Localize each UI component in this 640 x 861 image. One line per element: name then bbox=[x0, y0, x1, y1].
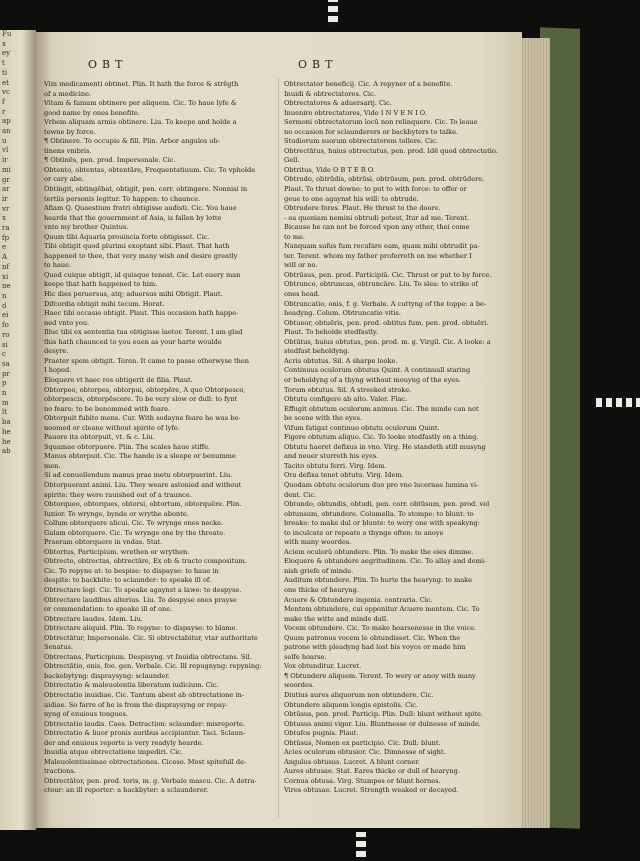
entry-line: Vitam & famam obtinere per aliquem. Cic. To haue lyfe & bbox=[44, 99, 237, 108]
entry-line: Nanquam sufus fum recufare eam, quam mihi obtrudit pa- bbox=[284, 242, 480, 251]
entry-line: Hic dies peruersus, atq; aduersus mihi Obtigit. Plaut. bbox=[44, 290, 223, 299]
entry-line: Vim medicamenti obtinet. Plin. It hath the force & strēgth bbox=[44, 80, 239, 88]
entry-line: Obtrectare aliquid. Plin. To repyne: to dispayse: to blame. bbox=[44, 624, 238, 633]
entry-line: Vox obtunditur. Lucret. bbox=[284, 662, 362, 671]
entry-line: Gulam obtorquere. Cic. To wrynge one by the throate. bbox=[44, 528, 226, 537]
entry-line: Ora defixa tenet obtutu. Virg. Idem. bbox=[284, 471, 404, 480]
entry-line: Obtūsus, Nomen ex participio. Cic. Dull: blunt. bbox=[284, 738, 441, 747]
entry-line: ¶ Obtundere aliquem. Terent. To wery or anoy with many bbox=[284, 671, 476, 680]
entry-line: Afiam Q. Quaestium fratri obtigisse audisti. Cic. You haue bbox=[44, 204, 237, 213]
entry-line: Praeram obtorquere in vndas. Stat. bbox=[44, 538, 163, 547]
entry-line: Obtutu haeret defixus in vno. Virg. He standeth still musyng bbox=[284, 442, 486, 451]
entry-line: Praeter spem obtigit. Teren. It came to passe otherwyse then bbox=[44, 356, 250, 365]
entry-line: Tibi obtigit quod plurimi exoptant sibi. Plaut. That hath bbox=[44, 242, 230, 251]
entry-line: Senatus. bbox=[44, 643, 73, 652]
entry-line: Obtrectare legi. Cic. To speake agaynst a lawe: to despyse. bbox=[44, 585, 242, 594]
entry-line: Tacito obtutu ferri. Virg. Idem. bbox=[284, 461, 387, 470]
entry-line: Maleuolentissimae obtrectationes. Ciceso. Most spitefull de- bbox=[44, 757, 247, 766]
entry-line: backebytyng: dispraysyng: sclaunder. bbox=[44, 671, 170, 680]
left-page-line: c bbox=[2, 350, 6, 359]
entry-line: Obtorpeo, obtorpes, obtorpui, obtorpēre, A quo Obtorpesco, bbox=[44, 385, 246, 394]
left-page-line: fp bbox=[2, 233, 10, 242]
entry-line: towne by force. bbox=[44, 127, 96, 136]
entry-line: Obtrectans, Participium. Despisyng. vt Inuidia obtrectans. Sil. bbox=[44, 652, 252, 661]
entry-line: Vires obtusae. Lucret. Strength weaked or decayed. bbox=[284, 786, 459, 795]
entry-line: Obtrecto, obtrectas, obtrectāre, Ex ob & tracto compositum. bbox=[44, 557, 247, 566]
left-page-line: x bbox=[2, 39, 6, 48]
left-page-line: vr bbox=[2, 204, 10, 213]
entry-line: Difcordia obtigit mihi tecum. Horat. bbox=[44, 299, 165, 308]
entry-line: Vifum fatigat continuo obtutu oculorum Quint. bbox=[284, 423, 440, 432]
entry-line: hearde that the gouernment of Asia, is fallen by lotte bbox=[44, 213, 222, 222]
ruler-top bbox=[328, 0, 338, 26]
left-page-line: an bbox=[2, 127, 11, 136]
left-page-line: n bbox=[2, 389, 7, 398]
entry-line: Obtrudo, obtrūdis, obtrūsi, obtrūsum, pen. prod. obtrūdere. bbox=[284, 175, 485, 184]
entry-line: Gell. bbox=[284, 156, 300, 165]
left-page-line: he bbox=[2, 437, 11, 446]
entry-line: Inuidi & obtrectatores. Cic. bbox=[284, 89, 376, 98]
entry-line: to inculcate or repeate a thynge often: to anoye bbox=[284, 528, 444, 537]
left-page-line: ro bbox=[2, 330, 10, 339]
entry-line: despite: to backbite: to sclaunder: to speake ill of. bbox=[44, 576, 212, 585]
entry-line: Obtusus animi vigor. Liu. Bluntnesse or dulnesse of minde. bbox=[284, 719, 482, 728]
entry-line: Obtufos pugnis. Plaut. bbox=[284, 729, 359, 738]
left-page-line: d bbox=[2, 301, 7, 310]
left-page-line: fo bbox=[2, 321, 9, 330]
entry-line: breake: to make dul or blunte: to wery one with speakyng: bbox=[284, 519, 480, 528]
left-page-line: ti bbox=[2, 68, 8, 77]
entry-line: Obtūtus, huius obtutus, pen. prod. m. g. Virgil. Cic. A looke: a bbox=[284, 337, 491, 346]
entry-line: Obtorpuerant animi. Liu. They weare astonied and without bbox=[44, 480, 242, 489]
left-page-line: u bbox=[2, 136, 7, 145]
entry-line: Angulus obtusus. Lucret. A blunt corner. bbox=[284, 757, 420, 766]
left-page-line: ir bbox=[2, 156, 8, 165]
entry-line: ¶ Obtinere. To occupie & fill. Plin. Arbor angulos ob- bbox=[44, 137, 220, 146]
entry-line: Pauore ita obtorpuit, vt. & c. Liu. bbox=[44, 433, 155, 442]
left-page-line: ey bbox=[2, 49, 11, 58]
entry-line: nyng of enuious tongues. bbox=[44, 710, 128, 719]
entry-line: Squamae obtorpuere. Plin. The scales haue stiffe. bbox=[44, 442, 211, 451]
left-page-line: m bbox=[2, 398, 9, 407]
entry-line: Obtundere aliquem longis epistolis. Cic. bbox=[284, 700, 419, 709]
entry-line: Obtrectator beneficij. Cic. A repyner of a benefite. bbox=[284, 80, 453, 88]
entry-line: Illuc tibi ex sententia tua obtigisse laetor. Terent. I am glad bbox=[44, 328, 243, 337]
entry-line: obtorpescis, obtorpēscere. To be very slow or dull: to fynt bbox=[44, 395, 238, 404]
left-page-line: A bbox=[2, 253, 8, 262]
entry-line: Manus obtorpuit. Cic. The hande is a sleape or benumme bbox=[44, 452, 236, 461]
left-page-line: gr bbox=[2, 175, 10, 184]
entry-line: Eloquere vt haec res obtigerit de filia. Plaut. bbox=[44, 375, 193, 384]
entry-line: spirite: they were rauished out of a traunce. bbox=[44, 490, 192, 499]
entry-line: - ea quoniam nemini obtrudi potest, Itur ad me. Terent. bbox=[284, 213, 470, 222]
entry-line: vnto my brother Quintus. bbox=[44, 223, 129, 232]
left-page-line: ab bbox=[2, 447, 11, 456]
left-page-line: p bbox=[2, 379, 7, 388]
left-page-line: mi bbox=[2, 165, 11, 174]
entry-line: Obtrectātor, pen. prod. toris, m. g. Verbale mascu. Cic. A detra- bbox=[44, 776, 257, 785]
entry-line: Obtrudere fores. Plaut. He thrust to the doore. bbox=[284, 204, 441, 213]
entry-line: dent. Cic. bbox=[284, 490, 317, 499]
entry-line: tertiis personis legitur. To happen: to chaunce. bbox=[44, 194, 201, 203]
entry-line: Obtundo, obtundis, obtudi, pen. corr. obtūsum, pen. prod. vel bbox=[284, 500, 490, 509]
entry-line: selfe hoarse. bbox=[284, 652, 327, 661]
left-page-line: he bbox=[2, 427, 11, 436]
entry-line: Obtrectātus, huius obtrectatus, pen. prod. Idē quod obtrectatio. bbox=[284, 146, 498, 155]
entry-line: Plaut. To thrust downe: to put to with force: to offer or bbox=[284, 185, 467, 194]
entry-line: good name by ones benefite. bbox=[44, 108, 140, 117]
entry-line: no occasion for sclaunderers or backbyters to talke. bbox=[284, 127, 459, 136]
left-page-line: pr bbox=[2, 369, 10, 378]
left-page-line: ap bbox=[2, 117, 11, 126]
entry-line: ones head. bbox=[284, 290, 320, 299]
entry-line: Quum patronus vocem le obtundisset. Cic. When the bbox=[284, 633, 461, 642]
column-divider bbox=[278, 78, 279, 818]
entry-line: Bicause he can not be forced vpon any other, thei come bbox=[284, 223, 470, 232]
dictionary-page bbox=[36, 32, 522, 828]
entry-line: Torum obtutus. Sil. A streeked stroke. bbox=[284, 385, 412, 394]
entry-line: one thicke of hearyng. bbox=[284, 585, 359, 594]
entry-line: Vrbem aliquam armis obtinere. Liu. To keepe and holde a bbox=[44, 118, 237, 127]
entry-line: Haec tibi occasio obtigit. Plaut. This occasion hath happe- bbox=[44, 309, 239, 318]
entry-line: Obtrectatio laudis. Caes. Detraction: sclaunder: misreporte. bbox=[44, 719, 245, 728]
entry-line: Obtrectatio & maleuolentia liberatum iudicium. Cic. bbox=[44, 681, 219, 690]
entry-line: tractions. bbox=[44, 767, 76, 776]
left-page-line: f bbox=[2, 97, 5, 106]
entry-line: Diutius aures aliquorum non obtundere. Cic. bbox=[284, 691, 434, 699]
left-page-line: lt bbox=[2, 408, 8, 417]
entry-line: or cary abe. bbox=[44, 175, 84, 184]
entry-line: happened to thee, that very many wish and desire greatly bbox=[44, 251, 238, 260]
ruler-bottom bbox=[356, 832, 366, 861]
entry-line: Continuus oculorum obtutus Quint. A continuall staring bbox=[284, 366, 471, 375]
ruler-right bbox=[592, 398, 640, 407]
entry-line: Obtingit, obtingēbat, obtigit, pen. corr. obtingere. Nonnisi in bbox=[44, 185, 248, 194]
entry-line: headyng. Colum. Obtruncatio vitis. bbox=[284, 309, 401, 318]
left-page-line: ne bbox=[2, 282, 11, 291]
entry-line: noomed or cleane without spirite of lyfe. bbox=[44, 423, 180, 432]
entry-line: no feare: to be benommed with feare. bbox=[44, 404, 171, 413]
entry-line: Sermoni obtrectatorum locū non relinquere. Cic. To leaue bbox=[284, 118, 478, 127]
entry-line: with many woordes. bbox=[284, 538, 352, 547]
left-column bbox=[44, 80, 276, 796]
left-page-line: sa bbox=[2, 359, 10, 368]
entry-line: Obtento, obtentas, obtentāre, Frequentatiuum. Cic. To vpholde bbox=[44, 165, 256, 174]
left-page-line: ba bbox=[2, 418, 11, 427]
entry-line: ter. Terent. whom my father proferreth on me whether I bbox=[284, 251, 472, 260]
entry-line: Obtorpuit fubito mens. Cur. With sodayne feare he was be- bbox=[44, 414, 241, 423]
entry-line: Aciem oculorū obtundere. Plin. To make the eies dimme. bbox=[284, 547, 474, 556]
entry-line: Inuidia atque obtrectatione impediri. Cic. bbox=[44, 748, 183, 757]
entry-line: Obtrectare laudibus alterius. Liu. To despyse ones prayse bbox=[44, 595, 237, 604]
entry-line: be scene with the eyes. bbox=[284, 414, 363, 423]
entry-line: Obtrectare laudes. Idem. Liu. bbox=[44, 614, 143, 623]
entry-line: Eloquere & obtundere aegritudinem. Cic. To allay and demi- bbox=[284, 557, 487, 566]
entry-line: and neuer sturreth his eyes. bbox=[284, 452, 379, 461]
page-stack-edge bbox=[520, 38, 550, 828]
left-page-line: et bbox=[2, 78, 9, 87]
entry-line: tinens vmbris. bbox=[44, 146, 92, 155]
entry-line: Iunior. To wrynge, bynde or wrythe abonte. bbox=[44, 509, 189, 518]
entry-line: Effugit obtutum oculorum animus. Cic. The minde can not bbox=[284, 404, 479, 413]
left-page-line: n bbox=[2, 291, 7, 300]
entry-line: ned vnto you. bbox=[44, 318, 90, 327]
entry-line: Obtritus, Vide O B T E R O. bbox=[284, 165, 376, 174]
entry-line: Si ad conuellendum manus prae metu obtorpuerint. Liu. bbox=[44, 471, 233, 480]
left-page-line: x bbox=[2, 214, 6, 223]
entry-line: Aures obtusae. Stat. Eares thicke or dull of hearyng. bbox=[284, 767, 460, 776]
left-page-line: e bbox=[2, 243, 7, 252]
entry-line: to me. bbox=[284, 232, 305, 241]
entry-line: Obtorqueo, obtorques, obtorsi, obtortum, obtorquēre. Plin. bbox=[44, 500, 242, 509]
entry-line: geue to one agaynst his will: to obtrude. bbox=[284, 194, 419, 203]
left-page-line: si bbox=[2, 340, 8, 349]
entry-line: Obtutu configere ab alto. Valer. Flac. bbox=[284, 395, 408, 404]
entry-line: stedfast beholdyng. bbox=[284, 347, 350, 356]
entry-line: Vocem obtundere. Cic. To make hoarsenesse in the voice. bbox=[284, 624, 477, 633]
entry-line: Quod cuique obtigit, id quisque teneat. Cic. Let euery man bbox=[44, 270, 241, 279]
left-page-line: vl bbox=[2, 146, 9, 155]
entry-line: or commendation: to speake ill of one. bbox=[44, 605, 173, 614]
entry-line: Acris obtutus. Sil. A sharpe looke. bbox=[284, 356, 398, 365]
left-page-line: Fu bbox=[2, 30, 12, 38]
entry-line: I hoped. bbox=[44, 366, 72, 375]
entry-line: this hath chaunced to you euen as your harte woulde bbox=[44, 337, 222, 346]
left-page-line: ra bbox=[2, 224, 10, 233]
left-page-line: ir bbox=[2, 194, 8, 203]
entry-line: Mentem obtundere, cui opponitur Acuere mentem. Cic. To bbox=[284, 605, 480, 614]
left-page-line: ei bbox=[2, 311, 9, 320]
right-column bbox=[284, 80, 516, 796]
entry-line: desyre. bbox=[44, 347, 69, 356]
left-page-line: nf bbox=[2, 262, 10, 271]
entry-line: Obtrectatores & aduersarij. Cic. bbox=[284, 99, 392, 108]
entry-line: nish griefe of minde. bbox=[284, 566, 354, 575]
entry-line: uidiae. So farre of he is from the dispraysyng or repay- bbox=[44, 700, 228, 709]
entry-line: Obtrectatio inuidiae. Cic. Tantum abest ab obtrectatione in- bbox=[44, 691, 244, 699]
entry-line: or beholdyng of a thyng without mouyng of the eyes. bbox=[284, 375, 461, 384]
entry-line: Cic. To repyne at: to bespise: to dispayse: to haue in bbox=[44, 566, 219, 575]
entry-line: Obtrectatio & liuor pronis auribus accipiuntur. Taci. Sclaun- bbox=[44, 729, 246, 738]
entry-line: woordes. bbox=[284, 681, 315, 690]
entry-line: Studiorum suorum obtrectatorem tollere. Cic. bbox=[284, 137, 438, 146]
running-head-left: OBT bbox=[88, 58, 128, 71]
left-page-line: xi bbox=[2, 272, 9, 281]
entry-line: Obtrectātur, Impersonale. Cic. Si obtrectabitur, vtar authoritate bbox=[44, 633, 258, 642]
entry-line: Obtrūsus, pen. prod. Participiū. Cic. Thrust or put to by force. bbox=[284, 270, 492, 279]
entry-line: make the witte and minde dull. bbox=[284, 614, 389, 623]
entry-line: ctour: an ill reporter: a backbyter: a sclaunderer. bbox=[44, 786, 209, 795]
left-page-line: r bbox=[2, 107, 6, 116]
entry-line: Auditum obtundere. Plin. To hurte the hearyng: to make bbox=[284, 576, 473, 585]
left-page-line: ar bbox=[2, 185, 10, 194]
entry-line: Inuenire obtrectatores, Vide I N V E N I O. bbox=[284, 108, 427, 117]
entry-line: will or no. bbox=[284, 261, 318, 270]
entry-line: patrone with pleadyng had lost his voyce or made him bbox=[284, 643, 466, 652]
entry-line: of a medicine. bbox=[44, 89, 92, 98]
entry-line: Obtūsus, pen. prod. Particip. Plin. Dull: blunt without spite. bbox=[284, 710, 483, 719]
entry-line: Obtortus, Participium. wrethen or wrythen. bbox=[44, 547, 190, 556]
entry-line: Obtrectātio, onis, foe. gen. Verbale. Cic. Ill repugnyng: repyning: bbox=[44, 662, 262, 671]
entry-line: Obtruncatio, onis, f. g. Verbale. A cuttyng of the toppe: a be- bbox=[284, 299, 487, 308]
entry-line: to haue. bbox=[44, 261, 72, 270]
entry-line: ¶ Obtinēs, pen. prod. Impersonale. Cic. bbox=[44, 156, 176, 165]
left-page-line: t bbox=[2, 59, 5, 68]
left-page-line: vc bbox=[2, 88, 10, 97]
entry-line: Plaut. To beholde stedfastly. bbox=[284, 328, 378, 337]
entry-line: keepe that hath happened to him. bbox=[44, 280, 158, 289]
entry-line: Cornua obtusa. Virg. Stumpes or blunt hornes. bbox=[284, 776, 441, 785]
entry-line: der and enuious reporte is very readyly hearde. bbox=[44, 738, 204, 747]
entry-line: Obtueor, obtuēris, pen. prod. obtitus fum, pen. prod. obtuēri. bbox=[284, 318, 489, 327]
entry-line: obtunsum, obtundere. Columella. To stompe: to blunt: to bbox=[284, 509, 474, 518]
entry-line: Collum obtorquere alicui. Cic. To wrynge ones necke. bbox=[44, 519, 224, 528]
entry-line: Quum tibi Aquaria prouincia forte obtigisset. Cic. bbox=[44, 232, 210, 241]
running-head-right: OBT bbox=[298, 58, 338, 71]
left-page-fragment bbox=[0, 30, 36, 830]
entry-line: Acuere & Obtundere ingenia. contraria. Cic. bbox=[284, 595, 433, 604]
entry-line: Acies oculorum obtusior. Cic. Dimnesse of sight. bbox=[284, 748, 446, 757]
entry-line: Figere obtutum aliquo. Cic. To looke stedfastly on a thing. bbox=[284, 433, 479, 442]
entry-line: men. bbox=[44, 461, 61, 470]
entry-line: Obtrunco, obtruncas, obtruncāre. Liu. To slea: to strike of bbox=[284, 280, 478, 289]
entry-line: Quodam obtutu oculorum duo pro vno lucernae lumina vi- bbox=[284, 480, 479, 489]
